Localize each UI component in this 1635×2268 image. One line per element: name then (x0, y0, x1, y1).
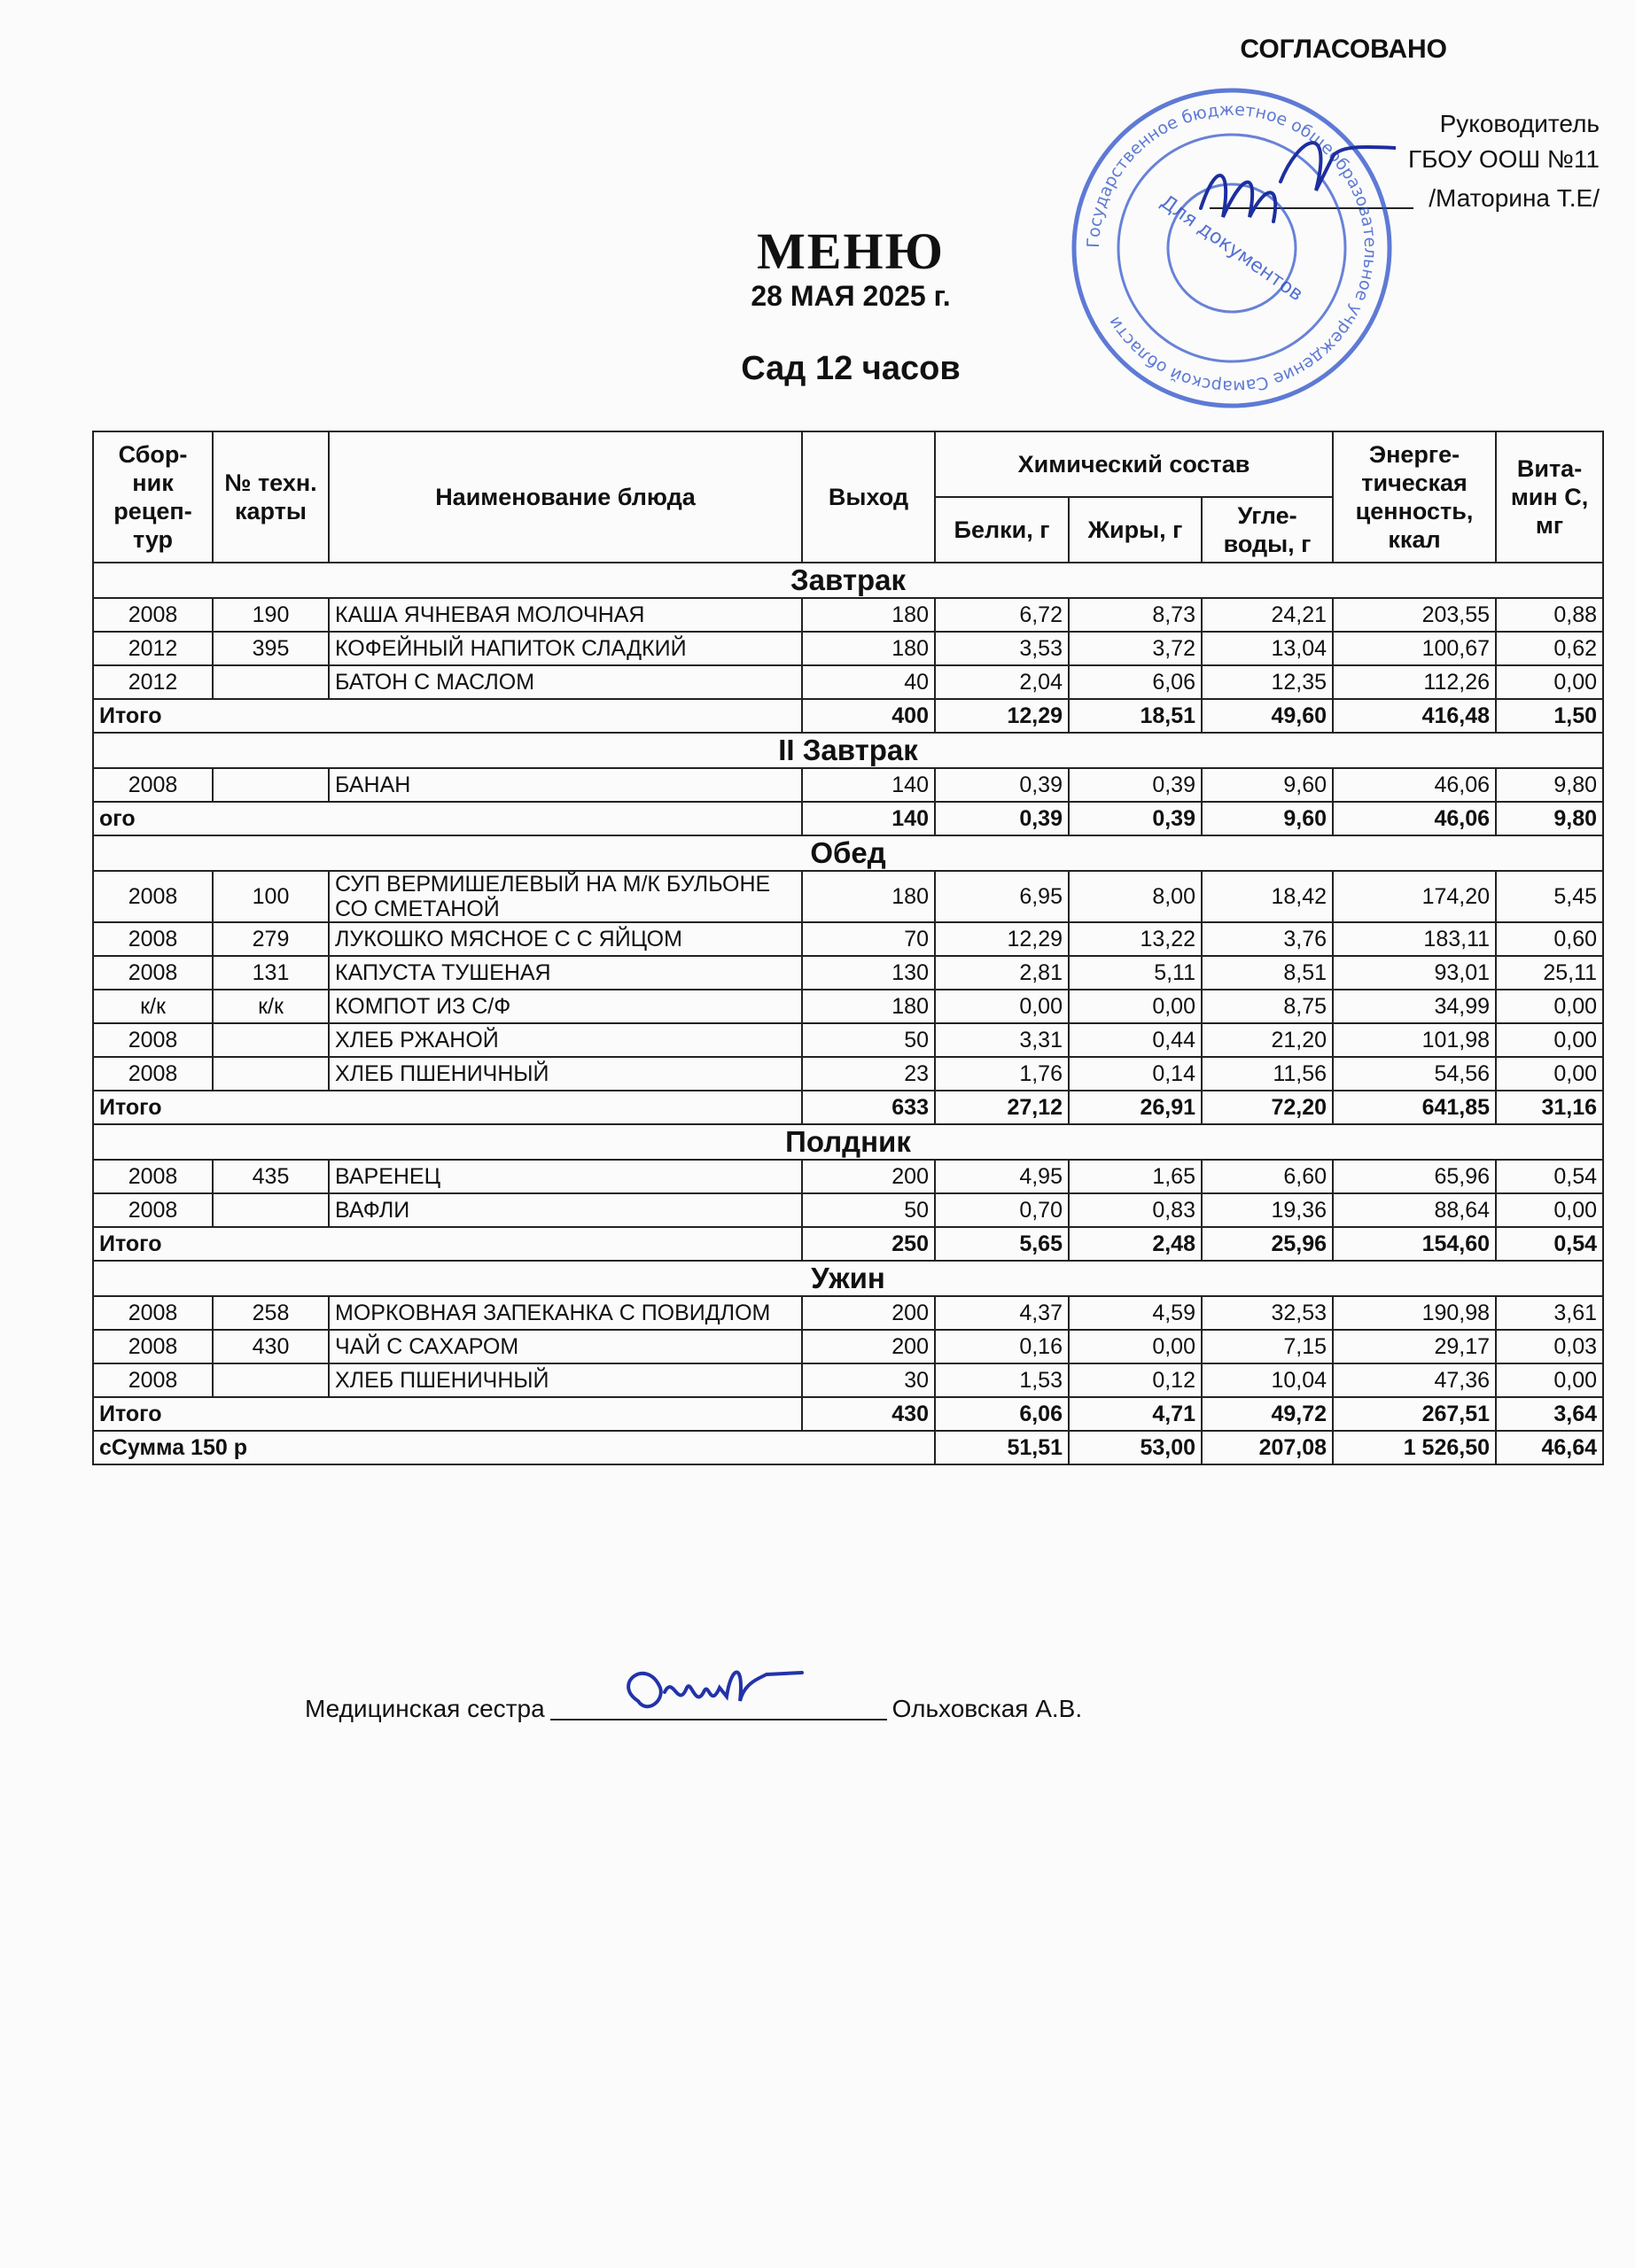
cell-fat: 8,00 (1069, 871, 1202, 922)
official-stamp (1068, 84, 1396, 412)
cell-collection: к/к (93, 990, 213, 1023)
section-title: II Завтрак (93, 733, 1603, 768)
cell-carbs: 13,04 (1202, 632, 1333, 665)
cell-energy: 190,98 (1333, 1296, 1496, 1330)
cell-fat: 8,73 (1069, 598, 1202, 632)
cell-collection: 2008 (93, 1296, 213, 1330)
cell-energy: 54,56 (1333, 1057, 1496, 1091)
cell-protein: 3,31 (935, 1023, 1069, 1057)
cell-output: 70 (802, 922, 935, 956)
cell-protein: 0,39 (935, 768, 1069, 802)
total-output: 250 (802, 1227, 935, 1261)
cell-tech-card: 430 (213, 1330, 329, 1363)
total-energy: 46,06 (1333, 802, 1496, 835)
total-row (93, 1397, 1603, 1431)
cell-dish: ХЛЕБ ПШЕНИЧНЫЙ (329, 1057, 802, 1091)
cell-fat: 1,65 (1069, 1160, 1202, 1193)
total-label: Итого (93, 1397, 802, 1431)
cell-energy: 112,26 (1333, 665, 1496, 699)
cell-output: 200 (802, 1160, 935, 1193)
cell-dish: КАША ЯЧНЕВАЯ МОЛОЧНАЯ (329, 598, 802, 632)
cell-protein: 0,70 (935, 1193, 1069, 1227)
cell-collection: 2008 (93, 1023, 213, 1057)
table-row (93, 632, 1603, 665)
nurse-name: Ольховская А.В. (891, 1695, 1083, 1722)
cell-output: 50 (802, 1023, 935, 1057)
cell-vitc: 5,45 (1496, 871, 1603, 922)
cell-tech-card: к/к (213, 990, 329, 1023)
grand-total-energy: 1 526,50 (1333, 1431, 1496, 1464)
total-row (93, 1227, 1603, 1261)
table-row (93, 1193, 1603, 1227)
cell-dish: КОМПОТ ИЗ С/Ф (329, 990, 802, 1023)
cell-carbs: 32,53 (1202, 1296, 1333, 1330)
total-protein: 5,65 (935, 1227, 1069, 1261)
cell-dish: КАПУСТА ТУШЕНАЯ (329, 956, 802, 990)
cell-vitc: 0,00 (1496, 1363, 1603, 1397)
cell-fat: 0,12 (1069, 1363, 1202, 1397)
cell-dish: ЧАЙ С САХАРОМ (329, 1330, 802, 1363)
table-row (93, 1057, 1603, 1091)
total-vitc: 9,80 (1496, 802, 1603, 835)
col-protein: Белки, г (935, 497, 1069, 563)
grand-total-carbs: 207,08 (1202, 1431, 1333, 1464)
cell-protein: 1,53 (935, 1363, 1069, 1397)
table-row (93, 922, 1603, 956)
cell-carbs: 7,15 (1202, 1330, 1333, 1363)
cell-collection: 2008 (93, 1193, 213, 1227)
cell-tech-card (213, 768, 329, 802)
approver-org: ГБОУ ООШ №11 (1407, 145, 1600, 173)
menu-date: 28 МАЯ 2025 г. (751, 280, 951, 312)
svg-text:Для документов: Для документов (1156, 190, 1307, 307)
cell-carbs: 8,75 (1202, 990, 1333, 1023)
table-row (93, 956, 1603, 990)
cell-tech-card: 100 (213, 871, 329, 922)
col-carbs: Угле-воды, г (1202, 497, 1333, 563)
cell-carbs: 6,60 (1202, 1160, 1333, 1193)
table-row (93, 1023, 1603, 1057)
cell-protein: 0,16 (935, 1330, 1069, 1363)
cell-fat: 0,83 (1069, 1193, 1202, 1227)
table-row (93, 1330, 1603, 1363)
cell-carbs: 24,21 (1202, 598, 1333, 632)
cell-vitc: 0,62 (1496, 632, 1603, 665)
approver-name: /Маторина Т.Е/ (1429, 184, 1600, 212)
total-label: ого (93, 802, 802, 835)
cell-collection: 2008 (93, 768, 213, 802)
menu-table (92, 431, 1604, 1465)
cell-energy: 47,36 (1333, 1363, 1496, 1397)
cell-output: 40 (802, 665, 935, 699)
cell-energy: 46,06 (1333, 768, 1496, 802)
cell-vitc: 3,61 (1496, 1296, 1603, 1330)
cell-vitc: 9,80 (1496, 768, 1603, 802)
cell-vitc: 0,54 (1496, 1160, 1603, 1193)
cell-carbs: 3,76 (1202, 922, 1333, 956)
cell-tech-card (213, 665, 329, 699)
cell-energy: 93,01 (1333, 956, 1496, 990)
cell-vitc: 25,11 (1496, 956, 1603, 990)
cell-tech-card: 435 (213, 1160, 329, 1193)
total-vitc: 3,64 (1496, 1397, 1603, 1431)
cell-vitc: 0,00 (1496, 665, 1603, 699)
cell-collection: 2008 (93, 598, 213, 632)
total-vitc: 1,50 (1496, 699, 1603, 733)
cell-protein: 3,53 (935, 632, 1069, 665)
cell-vitc: 0,00 (1496, 990, 1603, 1023)
cell-carbs: 10,04 (1202, 1363, 1333, 1397)
page-title: МЕНЮ (757, 222, 945, 280)
total-protein: 0,39 (935, 802, 1069, 835)
cell-fat: 0,39 (1069, 768, 1202, 802)
cell-output: 200 (802, 1330, 935, 1363)
total-fat: 26,91 (1069, 1091, 1202, 1124)
cell-output: 200 (802, 1296, 935, 1330)
total-vitc: 0,54 (1496, 1227, 1603, 1261)
col-dish: Наименование блюда (329, 431, 802, 563)
cell-tech-card (213, 1023, 329, 1057)
cell-collection: 2008 (93, 1330, 213, 1363)
cell-collection: 2008 (93, 1160, 213, 1193)
cell-carbs: 9,60 (1202, 768, 1333, 802)
cell-fat: 0,00 (1069, 990, 1202, 1023)
total-energy: 154,60 (1333, 1227, 1496, 1261)
total-fat: 4,71 (1069, 1397, 1202, 1431)
total-energy: 641,85 (1333, 1091, 1496, 1124)
total-fat: 0,39 (1069, 802, 1202, 835)
total-label: Итого (93, 1227, 802, 1261)
cell-carbs: 12,35 (1202, 665, 1333, 699)
nurse-role: Медицинская сестра (305, 1695, 545, 1722)
total-output: 400 (802, 699, 935, 733)
cell-output: 180 (802, 990, 935, 1023)
total-carbs: 9,60 (1202, 802, 1333, 835)
section-header-row (93, 1261, 1603, 1296)
table-row (93, 990, 1603, 1023)
cell-tech-card: 190 (213, 598, 329, 632)
cell-fat: 3,72 (1069, 632, 1202, 665)
cell-protein: 1,76 (935, 1057, 1069, 1091)
cell-dish: КОФЕЙНЫЙ НАПИТОК СЛАДКИЙ (329, 632, 802, 665)
cell-collection: 2008 (93, 1057, 213, 1091)
cell-protein: 6,95 (935, 871, 1069, 922)
total-carbs: 49,72 (1202, 1397, 1333, 1431)
cell-collection: 2012 (93, 665, 213, 699)
total-energy: 416,48 (1333, 699, 1496, 733)
cell-collection: 2008 (93, 871, 213, 922)
col-chem: Химический состав (935, 431, 1333, 497)
cell-carbs: 18,42 (1202, 871, 1333, 922)
table-row (93, 1363, 1603, 1397)
total-output: 430 (802, 1397, 935, 1431)
total-row (93, 802, 1603, 835)
cell-energy: 34,99 (1333, 990, 1496, 1023)
section-header-row (93, 1124, 1603, 1160)
cell-dish: БАНАН (329, 768, 802, 802)
total-carbs: 49,60 (1202, 699, 1333, 733)
total-carbs: 25,96 (1202, 1227, 1333, 1261)
cell-tech-card (213, 1057, 329, 1091)
cell-dish: БАТОН С МАСЛОМ (329, 665, 802, 699)
section-title: Полдник (93, 1124, 1603, 1160)
total-protein: 27,12 (935, 1091, 1069, 1124)
grand-total-protein: 51,51 (935, 1431, 1069, 1464)
total-fat: 18,51 (1069, 699, 1202, 733)
cell-output: 180 (802, 871, 935, 922)
menu-body (93, 563, 1603, 1464)
section-header-row (93, 835, 1603, 871)
cell-energy: 100,67 (1333, 632, 1496, 665)
cell-energy: 174,20 (1333, 871, 1496, 922)
section-title: Ужин (93, 1261, 1603, 1296)
cell-output: 50 (802, 1193, 935, 1227)
cell-dish: ВАРЕНЕЦ (329, 1160, 802, 1193)
section-title: Обед (93, 835, 1603, 871)
cell-output: 130 (802, 956, 935, 990)
cell-fat: 6,06 (1069, 665, 1202, 699)
cell-vitc: 0,88 (1496, 598, 1603, 632)
cell-fat: 0,14 (1069, 1057, 1202, 1091)
nurse-signature (611, 1648, 806, 1736)
cell-carbs: 19,36 (1202, 1193, 1333, 1227)
total-vitc: 31,16 (1496, 1091, 1603, 1124)
cell-protein: 4,95 (935, 1160, 1069, 1193)
cell-fat: 5,11 (1069, 956, 1202, 990)
total-output: 140 (802, 802, 935, 835)
approver-role: Руководитель (1439, 110, 1600, 137)
cell-energy: 88,64 (1333, 1193, 1496, 1227)
col-vitc: Вита-мин С, мг (1496, 431, 1603, 563)
cell-protein: 12,29 (935, 922, 1069, 956)
grand-total-fat: 53,00 (1069, 1431, 1202, 1464)
table-row (93, 598, 1603, 632)
cell-collection: 2008 (93, 922, 213, 956)
cell-tech-card: 279 (213, 922, 329, 956)
col-output: Выход (802, 431, 935, 563)
cell-fat: 0,44 (1069, 1023, 1202, 1057)
cell-carbs: 8,51 (1202, 956, 1333, 990)
cell-output: 30 (802, 1363, 935, 1397)
cell-tech-card: 395 (213, 632, 329, 665)
total-protein: 6,06 (935, 1397, 1069, 1431)
cell-dish: ХЛЕБ РЖАНОЙ (329, 1023, 802, 1057)
table-row (93, 768, 1603, 802)
cell-dish: ЛУКОШКО МЯСНОЕ С С ЯЙЦОМ (329, 922, 802, 956)
total-energy: 267,51 (1333, 1397, 1496, 1431)
section-header-row (93, 563, 1603, 598)
cell-tech-card: 258 (213, 1296, 329, 1330)
cell-protein: 0,00 (935, 990, 1069, 1023)
cell-dish: СУП ВЕРМИШЕЛЕВЫЙ НА М/К БУЛЬОНЕ СО СМЕТАНОЙ (329, 871, 802, 922)
total-protein: 12,29 (935, 699, 1069, 733)
total-output: 633 (802, 1091, 935, 1124)
cell-vitc: 0,00 (1496, 1057, 1603, 1091)
table-row (93, 665, 1603, 699)
total-label: Итого (93, 1091, 802, 1124)
cell-output: 180 (802, 632, 935, 665)
cell-carbs: 11,56 (1202, 1057, 1333, 1091)
cell-vitc: 0,03 (1496, 1330, 1603, 1363)
cell-tech-card (213, 1363, 329, 1397)
total-row (93, 1091, 1603, 1124)
cell-energy: 101,98 (1333, 1023, 1496, 1057)
cell-collection: 2012 (93, 632, 213, 665)
col-energy: Энерге-тическая ценность, ккал (1333, 431, 1496, 563)
grand-total-label: сСумма 150 р (93, 1431, 935, 1464)
col-collection: Сбор-ник рецеп-тур (93, 431, 213, 563)
menu-subtitle: Сад 12 часов (741, 350, 961, 387)
grand-total-row (93, 1431, 1603, 1464)
cell-vitc: 0,00 (1496, 1193, 1603, 1227)
cell-output: 180 (802, 598, 935, 632)
cell-dish: ХЛЕБ ПШЕНИЧНЫЙ (329, 1363, 802, 1397)
cell-collection: 2008 (93, 956, 213, 990)
section-header-row (93, 733, 1603, 768)
cell-energy: 203,55 (1333, 598, 1496, 632)
col-fat: Жиры, г (1069, 497, 1202, 563)
cell-energy: 65,96 (1333, 1160, 1496, 1193)
table-row (93, 1160, 1603, 1193)
cell-dish: МОРКОВНАЯ ЗАПЕКАНКА С ПОВИДЛОМ (329, 1296, 802, 1330)
col-tech-card: № техн. карты (213, 431, 329, 563)
cell-protein: 2,81 (935, 956, 1069, 990)
table-row (93, 871, 1603, 922)
cell-fat: 0,00 (1069, 1330, 1202, 1363)
total-carbs: 72,20 (1202, 1091, 1333, 1124)
cell-fat: 4,59 (1069, 1296, 1202, 1330)
cell-tech-card (213, 1193, 329, 1227)
cell-carbs: 21,20 (1202, 1023, 1333, 1057)
cell-collection: 2008 (93, 1363, 213, 1397)
cell-tech-card: 131 (213, 956, 329, 990)
cell-output: 23 (802, 1057, 935, 1091)
total-label: Итого (93, 699, 802, 733)
section-title: Завтрак (93, 563, 1603, 598)
total-fat: 2,48 (1069, 1227, 1202, 1261)
cell-protein: 2,04 (935, 665, 1069, 699)
grand-total-vitc: 46,64 (1496, 1431, 1603, 1464)
cell-vitc: 0,60 (1496, 922, 1603, 956)
cell-fat: 13,22 (1069, 922, 1202, 956)
total-row (93, 699, 1603, 733)
table-row (93, 1296, 1603, 1330)
cell-protein: 4,37 (935, 1296, 1069, 1330)
cell-output: 140 (802, 768, 935, 802)
cell-energy: 183,11 (1333, 922, 1496, 956)
cell-protein: 6,72 (935, 598, 1069, 632)
cell-dish: ВАФЛИ (329, 1193, 802, 1227)
cell-energy: 29,17 (1333, 1330, 1496, 1363)
svg-text:Государственное бюджетное обще: Государственное бюджетное общеобразовательное учреждение Самарской области (1083, 99, 1381, 397)
approval-heading: СОГЛАСОВАНО (1240, 35, 1447, 64)
cell-vitc: 0,00 (1496, 1023, 1603, 1057)
